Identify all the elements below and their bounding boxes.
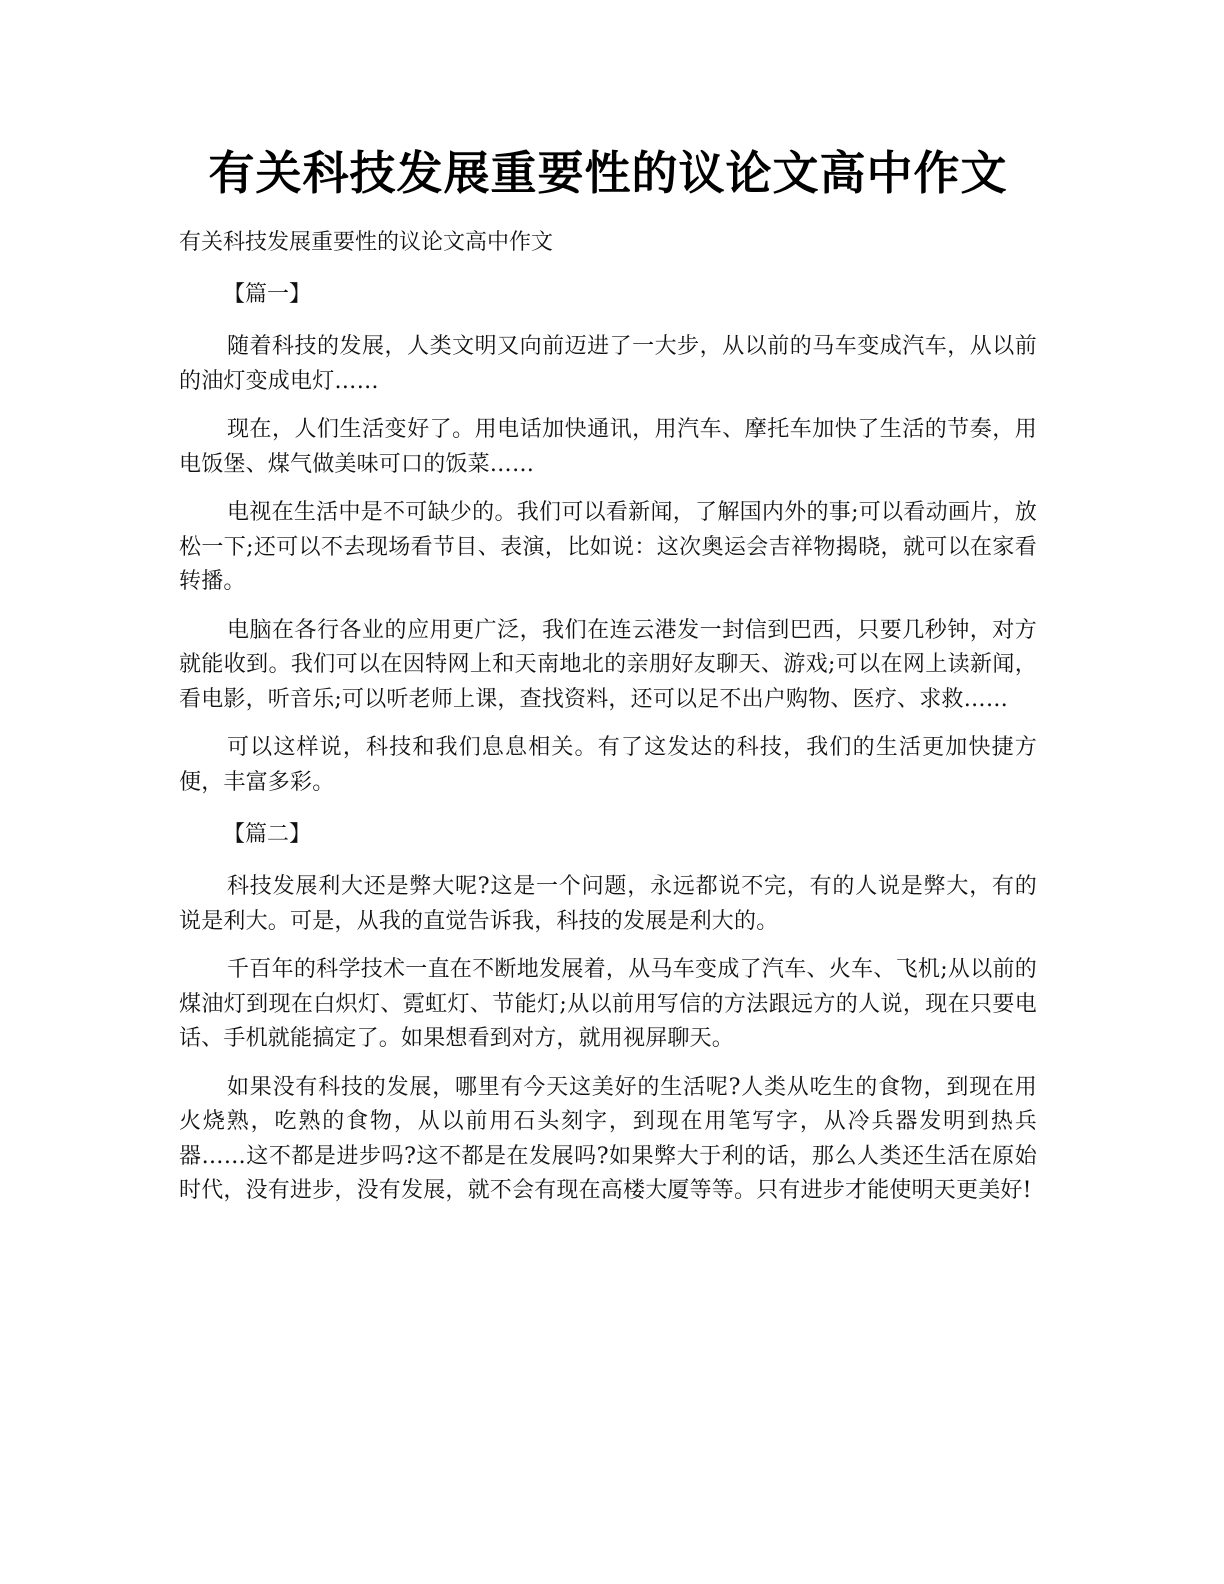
section-heading: 【篇一】	[223, 282, 312, 307]
paragraph: 可以这样说，科技和我们息息相关。有了这发达的科技，我们的生活更加快捷方便，丰富多彩。	[179, 735, 1037, 795]
document-title: 有关科技发展重要性的议论文高中作文	[208, 146, 1008, 200]
document-subtitle: 有关科技发展重要性的议论文高中作文	[179, 230, 554, 255]
paragraph: 千百年的科学技术一直在不断地发展着，从马车变成了汽车、火车、飞机;从以前的煤油灯到现在白炽灯、霓虹灯、节能灯;从以前用写信的方法跟远方的人说，现在只要电话、手机就能搞定了。如果想看到对方，就用视屏聊天。	[179, 957, 1037, 1051]
section-2	[179, 818, 1037, 1209]
paragraph: 现在，人们生活变好了。用电话加快通讯，用汽车、摩托车加快了生活的节奏，用电饭堡、煤气做美味可口的饭菜……	[179, 417, 1037, 477]
paragraph: 科技发展利大还是弊大呢?这是一个问题，永远都说不完，有的人说是弊大，有的说是利大。可是，从我的直觉告诉我，科技的发展是利大的。	[179, 874, 1037, 934]
paragraph: 随着科技的发展，人类文明又向前迈进了一大步，从以前的马车变成汽车，从以前的油灯变成电灯……	[179, 334, 1037, 394]
paragraph: 电视在生活中是不可缺少的。我们可以看新闻，了解国内外的事;可以看动画片，放松一下;还可以不去现场看节目、表演，比如说：这次奥运会吉祥物揭晓，就可以在家看转播。	[179, 500, 1037, 594]
paragraph: 电脑在各行各业的应用更广泛，我们在连云港发一封信到巴西，只要几秒钟，对方就能收到。我们可以在因特网上和天南地北的亲朋好友聊天、游戏;可以在网上读新闻，看电影，听音乐;可以听老师上课，查找资料，还可以足不出户购物、医疗、求救……	[179, 617, 1037, 712]
paragraph: 如果没有科技的发展，哪里有今天这美好的生活呢?人类从吃生的食物，到现在用火烧熟，吃熟的食物，从以前用石头刻字，到现在用笔写字，从冷兵器发明到热兵器……这不都是进步吗?这不都是在发展吗?如果弊大于利的话，那么人类还生活在原始时代，没有进步，没有发展，就不会有现在高楼大厦等等。只有进步才能使明天更美好!	[179, 1074, 1037, 1203]
section-1	[179, 278, 1037, 800]
section-heading: 【篇二】	[223, 822, 312, 847]
document-page	[179, 140, 1037, 1209]
